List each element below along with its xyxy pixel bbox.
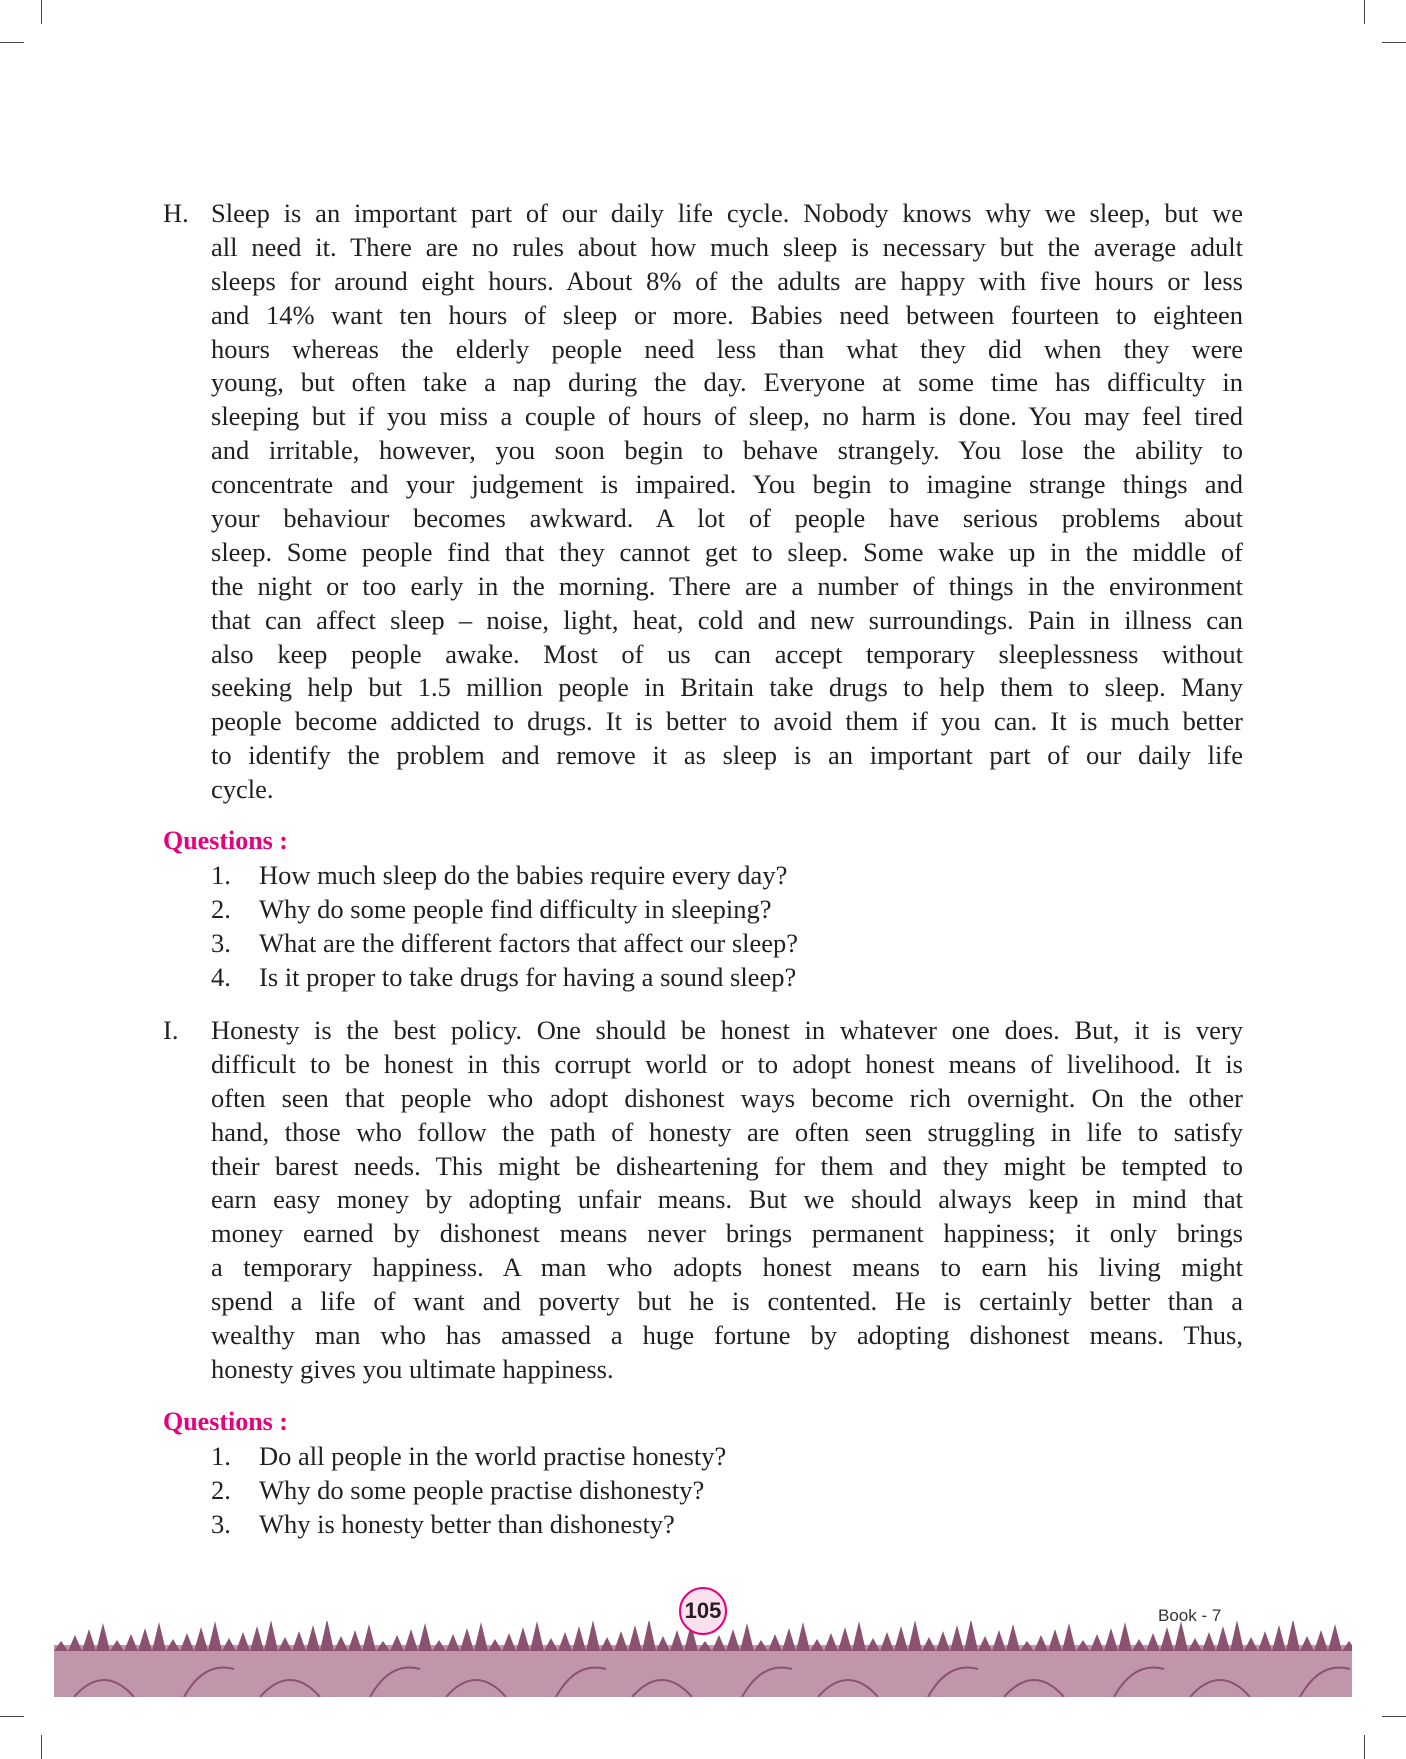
tree-icon <box>586 1621 600 1651</box>
question-text: Why do some people find difficulty in sleeping? <box>259 893 772 924</box>
tree-icon <box>1090 1634 1104 1651</box>
text-line: cycle. <box>211 774 274 805</box>
text-line: hand, those who follow the path of honesty are often seen struggling in life to satisfy <box>211 1116 1243 1147</box>
tree-icon <box>1062 1623 1076 1651</box>
text-line: a temporary happiness. A man who adopts honest means to earn his living might <box>211 1252 1243 1283</box>
tree-icon <box>866 1638 880 1651</box>
text-line: people become addicted to drugs. It is better to avoid them if you can. It is much better <box>211 706 1243 737</box>
tree-icon <box>1146 1633 1160 1651</box>
crop-mark <box>0 42 24 43</box>
crop-mark <box>41 0 42 24</box>
question-text: Why do some people practise dishonesty? <box>259 1474 705 1505</box>
question-text: Do all people in the world practise honesty? <box>259 1441 727 1471</box>
question-text: Is it proper to take drugs for having a sound sleep? <box>259 961 797 992</box>
text-line: that can affect sleep – noise, light, heat, cold and new surroundings. Pain in illness can <box>211 604 1243 635</box>
tree-icon <box>502 1633 516 1651</box>
tree-icon <box>208 1621 222 1651</box>
tree-icon <box>950 1625 964 1651</box>
question-item <box>211 859 798 893</box>
questions-list <box>211 859 798 995</box>
tree-icon <box>1104 1628 1118 1651</box>
ground <box>54 1645 1352 1697</box>
passage-label: H. <box>163 198 189 228</box>
question-number: 1. <box>211 1441 231 1471</box>
tree-icon <box>334 1636 348 1651</box>
tree-icon <box>1034 1635 1048 1651</box>
passage-label: I. <box>163 1015 179 1045</box>
tree-icon <box>992 1630 1006 1651</box>
question-text: How much sleep do the babies require every day? <box>259 860 788 890</box>
text-line: difficult to be honest in this corrupt world or to adopt honest means of livelihood. It is <box>211 1048 1243 1079</box>
tree-icon <box>880 1632 894 1651</box>
tree-icon <box>838 1627 852 1651</box>
tree-icon <box>1006 1624 1020 1651</box>
tree-icon <box>1160 1627 1174 1651</box>
question-item <box>211 961 798 995</box>
tree-icon <box>1048 1629 1062 1651</box>
text-line: also keep people awake. Most of us can accept temporary sleeplessness without <box>211 638 1243 669</box>
text-line: and 14% want ten hours of sleep or more. Babies need between fourteen to eighteen <box>211 299 1243 330</box>
text-line: money earned by dishonest means never brings permanent happiness; it only brings <box>211 1218 1243 1249</box>
tree-icon <box>726 1629 740 1651</box>
tree-icon <box>1314 1630 1328 1651</box>
tree-icon <box>348 1630 362 1651</box>
question-item <box>211 1474 726 1508</box>
text-line: to identify the problem and remove it as sleep is an important part of our daily life <box>211 740 1243 771</box>
tree-icon <box>1258 1631 1272 1651</box>
tree-icon <box>894 1626 908 1651</box>
question-number: 4. <box>211 961 231 992</box>
tree-icon <box>474 1622 488 1651</box>
tree-icon <box>306 1625 320 1651</box>
tree-icon <box>544 1638 558 1651</box>
tree-icon <box>768 1634 782 1651</box>
tree-icon <box>390 1635 404 1651</box>
question-number: 3. <box>211 1508 231 1539</box>
text-line: the night or too early in the morning. There are a number of things in the environment <box>211 570 1243 601</box>
tree-icon <box>1188 1638 1202 1651</box>
tree-icon <box>180 1633 194 1651</box>
tree-icon <box>852 1621 866 1651</box>
question-number: 2. <box>211 1474 231 1505</box>
tree-icon <box>628 1625 642 1651</box>
text-line: seeking help but 1.5 million people in Britain take drugs to help them to sleep. Many <box>211 672 1243 703</box>
tree-icon <box>1286 1621 1300 1651</box>
question-item <box>211 927 798 961</box>
tree-icon <box>152 1622 166 1651</box>
tree-icon <box>362 1624 376 1651</box>
tree-icon <box>964 1621 978 1651</box>
text-line: Honesty is the best policy. One should be honest in whatever one does. But, it is very <box>211 1015 1243 1045</box>
tree-icon <box>740 1623 754 1651</box>
tree-icon <box>614 1631 628 1651</box>
text-line: concentrate and your judgement is impaired. You begin to imagine strange things and <box>211 469 1243 500</box>
tree-icon <box>670 1630 684 1651</box>
tree-icon <box>936 1631 950 1651</box>
passage-text <box>211 197 1243 807</box>
page-number: 105 <box>679 1587 727 1635</box>
tree-icon <box>908 1621 922 1651</box>
tree-icon <box>824 1633 838 1651</box>
tree-icon <box>446 1634 460 1651</box>
text-line: all need it. There are no rules about how much sleep is necessary but the average adult <box>211 231 1243 262</box>
crop-mark <box>1364 0 1365 24</box>
text-line: and irritable, however, you soon begin to behave strangely. You lose the ability to <box>211 435 1243 466</box>
text-line: often seen that people who adopt dishonest ways become rich overnight. On the other <box>211 1082 1243 1113</box>
tree-icon <box>1202 1632 1216 1651</box>
questions-list <box>211 1440 726 1542</box>
tree-icon <box>1244 1637 1258 1651</box>
tree-icon <box>194 1627 208 1651</box>
tree-icon <box>530 1621 544 1651</box>
tree-icon <box>558 1632 572 1651</box>
passage-h <box>163 197 1243 807</box>
text-line: sleeps for around eight hours. About 8% of the adults are happy with five hours or less <box>211 265 1243 296</box>
tree-icon <box>460 1628 474 1651</box>
tree-icon <box>1272 1625 1286 1651</box>
questions-heading: Questions : <box>163 826 288 855</box>
text-line: honesty gives you ultimate happiness. <box>211 1353 614 1384</box>
tree-icon <box>1230 1621 1244 1651</box>
tree-icon <box>222 1638 236 1651</box>
text-line: earn easy money by adopting unfair means. But we should always keep in mind that <box>211 1184 1243 1215</box>
tree-icon <box>68 1635 82 1651</box>
tree-icon <box>418 1623 432 1651</box>
tree-icon <box>278 1637 292 1651</box>
text-line: wealthy man who has amassed a huge fortune by adopting dishonest means. Thus, <box>211 1320 1243 1351</box>
tree-icon <box>516 1627 530 1651</box>
tree-icon <box>642 1621 656 1651</box>
question-number: 2. <box>211 893 231 924</box>
question-text: Why is honesty better than dishonesty? <box>259 1508 675 1539</box>
tree-icon <box>712 1635 726 1651</box>
tree-icon <box>600 1637 614 1651</box>
text-line: your behaviour becomes awkward. A lot of people have serious problems about <box>211 503 1243 534</box>
question-item <box>211 893 798 927</box>
question-number: 3. <box>211 927 231 958</box>
text-line: sleeping but if you miss a couple of hours of sleep, no harm is done. You may feel tired <box>211 401 1243 432</box>
crop-mark <box>41 1735 42 1759</box>
tree-icon <box>782 1628 796 1651</box>
tree-icon <box>656 1636 670 1651</box>
tree-icon <box>572 1626 586 1651</box>
tree-icon <box>1118 1622 1132 1651</box>
tree-icon <box>796 1622 810 1651</box>
questions-heading: Questions : <box>163 1407 288 1436</box>
tree-icon <box>264 1621 278 1651</box>
question-text: What are the different factors that affect our sleep? <box>259 927 799 958</box>
text-line: young, but often take a nap during the day. Everyone at some time has difficulty in <box>211 367 1243 398</box>
crop-mark <box>0 1716 24 1717</box>
text-line: Sleep is an important part of our daily life cycle. Nobody knows why we sleep, but we <box>211 198 1243 228</box>
text-line: spend a life of want and poverty but he is contented. He is certainly better than a <box>211 1286 1243 1317</box>
passage-text <box>211 1014 1243 1387</box>
tree-icon <box>292 1631 306 1651</box>
tree-icon <box>404 1629 418 1651</box>
passage-i <box>163 1014 1243 1387</box>
tree-icon <box>250 1626 264 1651</box>
question-item <box>211 1508 726 1542</box>
tree-icon <box>922 1637 936 1651</box>
crop-mark <box>1382 42 1406 43</box>
tree-icon <box>978 1636 992 1651</box>
question-item <box>211 1440 726 1474</box>
text-line: their barest needs. This might be disheartening for them and they might be tempted to <box>211 1150 1243 1181</box>
crop-mark <box>1382 1716 1406 1717</box>
tree-icon <box>96 1623 110 1651</box>
tree-icon <box>1300 1636 1314 1651</box>
text-line: sleep. Some people find that they cannot get to sleep. Some wake up in the middle of <box>211 536 1243 567</box>
tree-icon <box>236 1632 250 1651</box>
tree-icon <box>138 1628 152 1651</box>
tree-icon <box>124 1634 138 1651</box>
question-number: 1. <box>211 860 231 890</box>
tree-icon <box>1328 1624 1342 1651</box>
tree-icon <box>1216 1626 1230 1651</box>
book-label: Book - 7 <box>1158 1606 1222 1625</box>
tree-icon <box>82 1629 96 1651</box>
tree-icon <box>320 1621 334 1651</box>
text-line: hours whereas the elderly people need less than what they did when they were <box>211 333 1243 364</box>
crop-mark <box>1364 1735 1365 1759</box>
